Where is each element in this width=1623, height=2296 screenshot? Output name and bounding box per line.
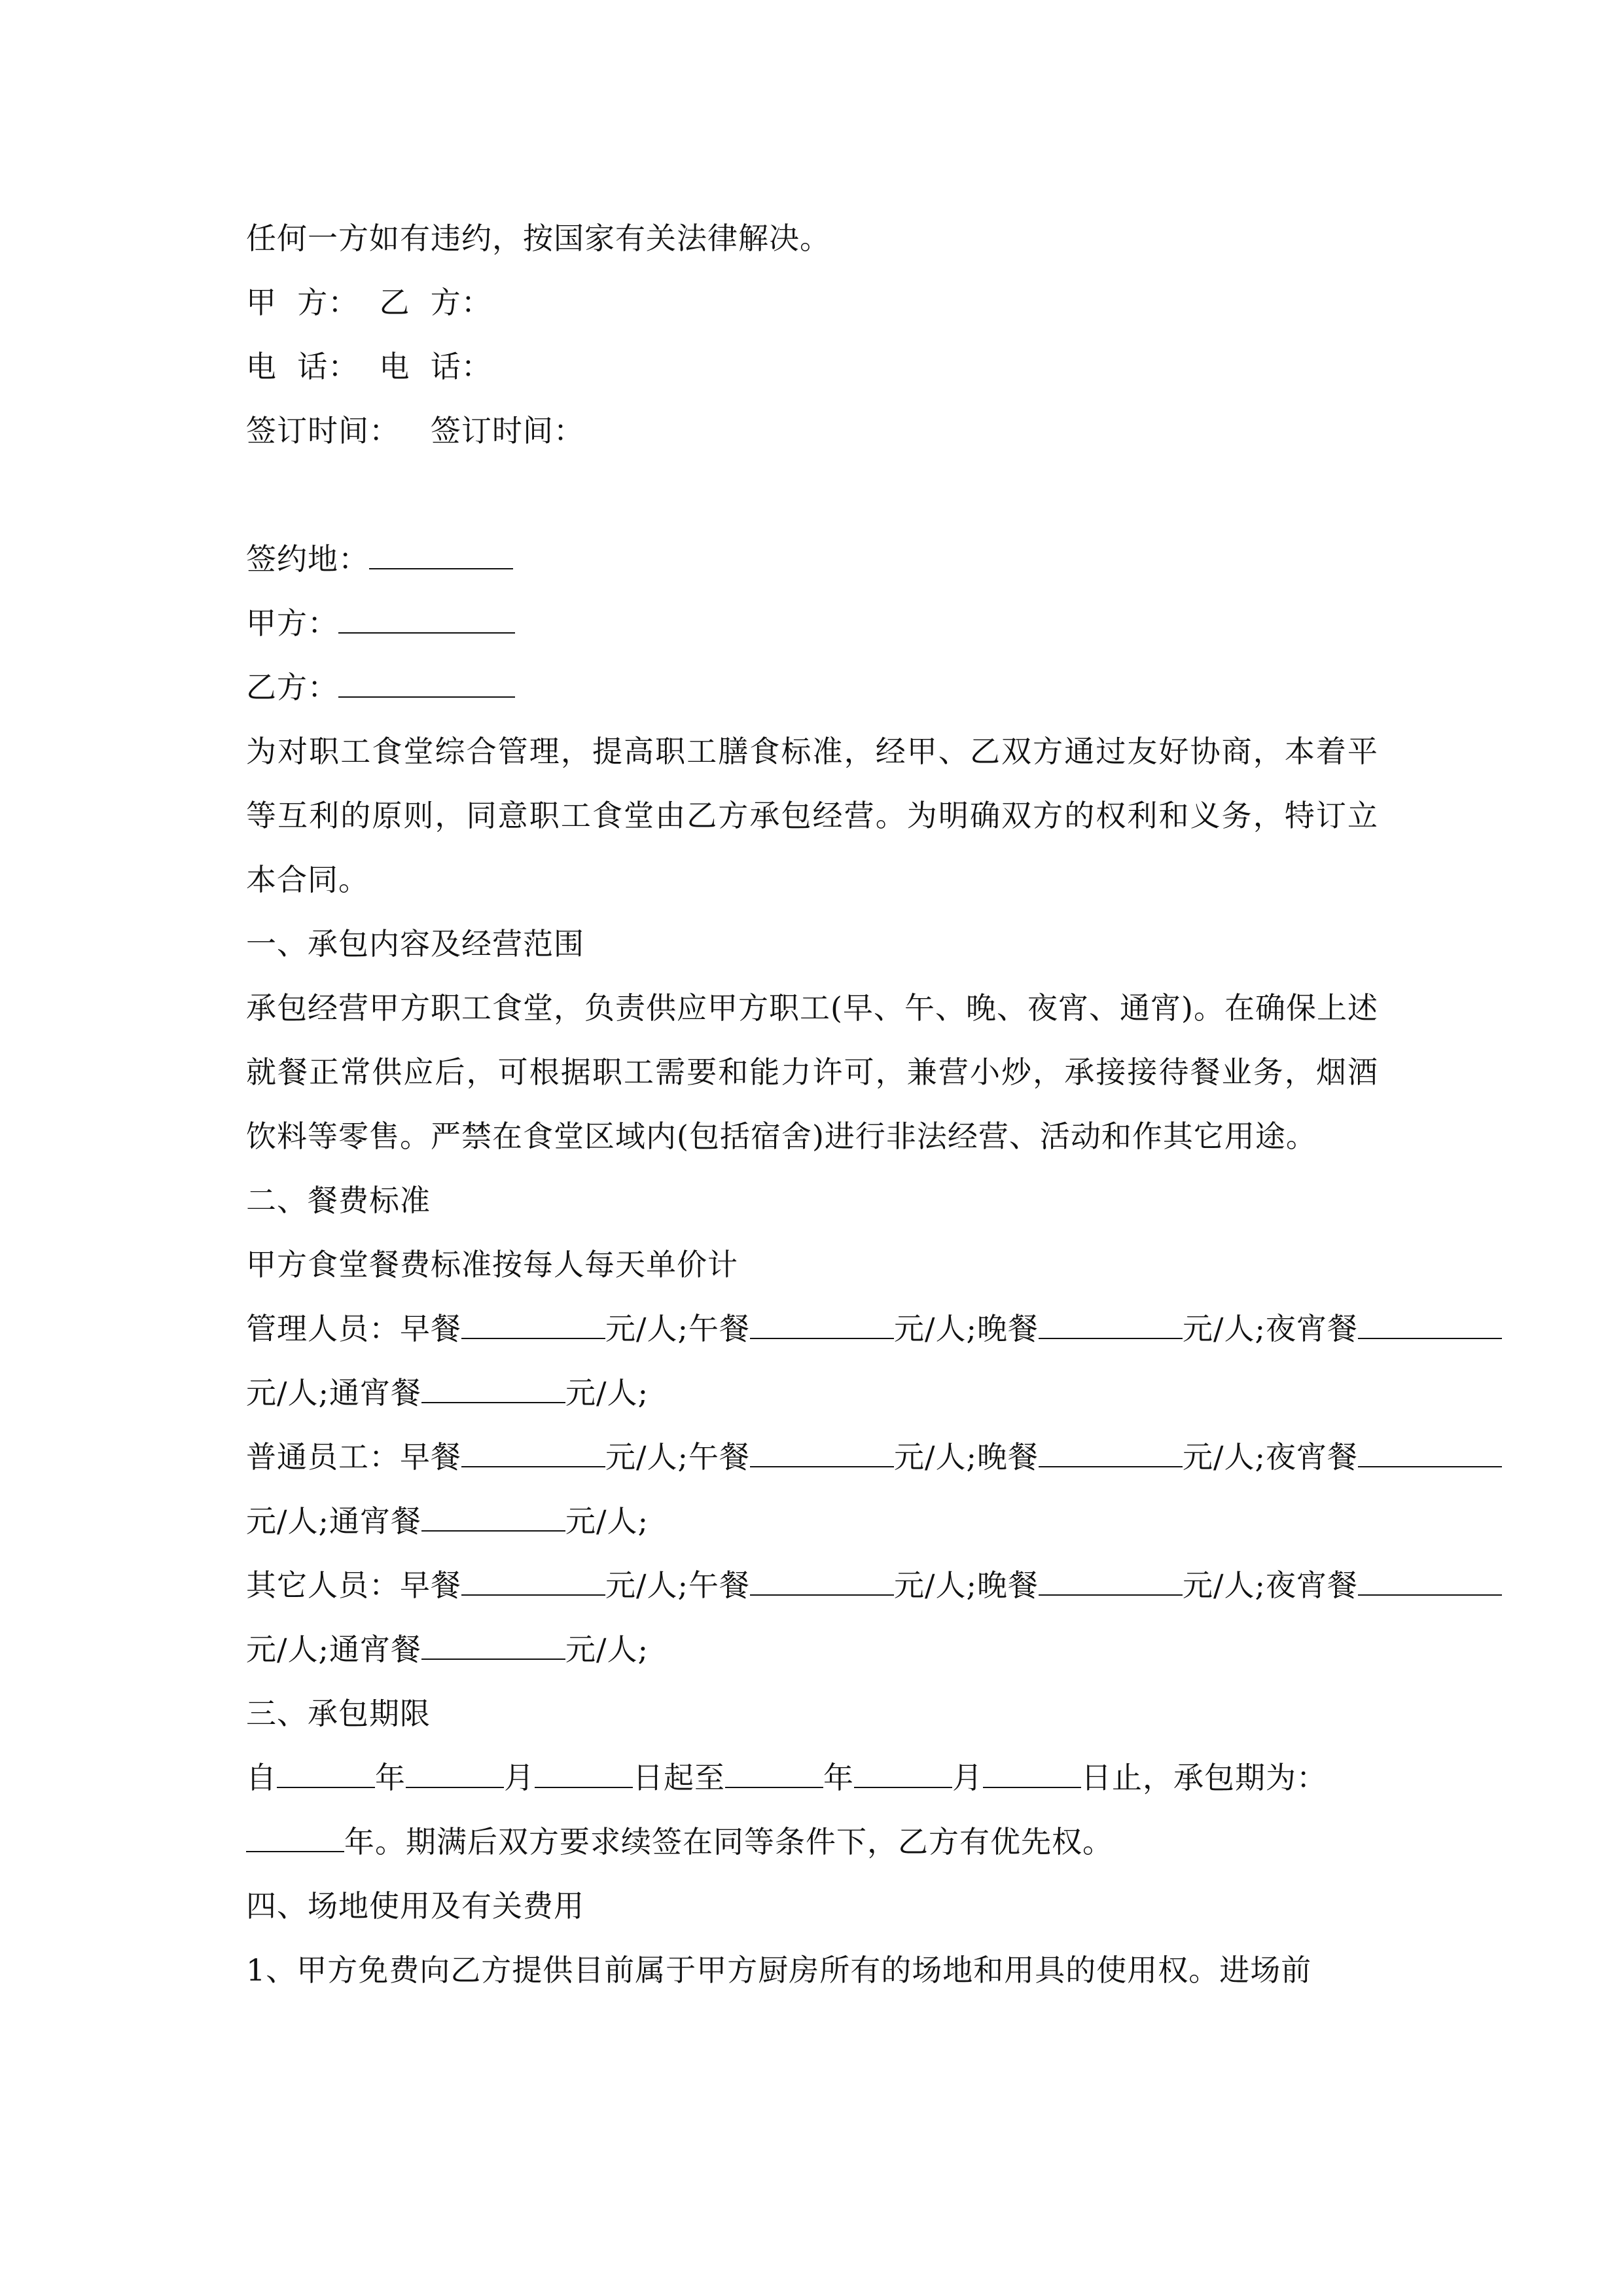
- spacer: [246, 463, 1378, 527]
- lunch-label: 元/人;午餐: [605, 1568, 750, 1603]
- year-label: 年: [823, 1760, 854, 1795]
- row-end-label: 元/人;: [565, 1375, 649, 1410]
- dinner-fee-blank[interactable]: [1039, 1555, 1183, 1596]
- section1-body: 承包经营甲方职工食堂，负责供应甲方职工(早、午、晚、夜宵、通宵)。在确保上述就餐正常供应后，可根据职工需要和能力许可，兼营小炒，承接接待餐业务，烟酒饮料等零售。严禁在食堂区域内(包括宿舍)进行非法经营、活动和作其它用途。: [246, 990, 1378, 1154]
- start-day-label: 日起至: [633, 1760, 725, 1795]
- section2-heading: 二、餐费标准: [246, 1183, 431, 1218]
- dinner-label: 元/人;晚餐: [894, 1439, 1039, 1475]
- start-day-blank[interactable]: [535, 1748, 633, 1788]
- party-b-line: [246, 655, 1378, 719]
- overnight-fee-blank[interactable]: [421, 1619, 565, 1660]
- lunch-fee-blank[interactable]: [750, 1299, 894, 1339]
- night-label: 元/人;夜宵餐: [1183, 1311, 1358, 1346]
- night-label: 元/人;夜宵餐: [1183, 1439, 1358, 1475]
- party-a-label: 甲方：: [246, 605, 338, 641]
- overnight-fee-blank[interactable]: [421, 1491, 565, 1532]
- end-month-blank[interactable]: [854, 1748, 952, 1788]
- party-signature-line: 甲 方： 乙 方：: [246, 285, 492, 320]
- year-label: 年: [375, 1760, 406, 1795]
- dinner-label: 元/人;晚餐: [894, 1311, 1039, 1346]
- lunch-label: 元/人;午餐: [605, 1311, 750, 1346]
- section3-heading: 三、承包期限: [246, 1696, 431, 1731]
- night-fee-blank[interactable]: [1358, 1427, 1502, 1467]
- party-b-label: 乙方：: [246, 670, 338, 705]
- fee-row: [246, 1425, 1378, 1553]
- from-label: 自: [246, 1760, 277, 1795]
- phone-line: 电 话： 电 话：: [246, 349, 492, 384]
- fee-row-label: 管理人员：早餐: [246, 1311, 461, 1346]
- section4-heading: 四、场地使用及有关费用: [246, 1888, 584, 1924]
- month-label: 月: [952, 1760, 983, 1795]
- fee-row: [246, 1297, 1378, 1425]
- preamble-paragraph: 为对职工食堂综合管理，提高职工膳食标准，经甲、乙双方通过友好协商，本着平等互利的原则，同意职工食堂由乙方承包经营。为明确双方的权利和义务，特订立本合同。: [246, 734, 1378, 897]
- start-month-blank[interactable]: [406, 1748, 504, 1788]
- signing-place-line: [246, 527, 1378, 591]
- lunch-fee-blank[interactable]: [750, 1555, 894, 1596]
- party-a-line: [246, 591, 1378, 655]
- overnight-fee-blank[interactable]: [421, 1363, 565, 1403]
- contract-term-line: [246, 1810, 1378, 1874]
- dinner-fee-blank[interactable]: [1039, 1299, 1183, 1339]
- night-fee-blank[interactable]: [1358, 1299, 1502, 1339]
- lunch-fee-blank[interactable]: [750, 1427, 894, 1467]
- month-label: 月: [504, 1760, 535, 1795]
- breach-clause: 任何一方如有违约，按国家有关法律解决。: [246, 221, 830, 256]
- section4-item1: 1、甲方免费向乙方提供目前属于甲方厨房所有的场地和用具的使用权。进场前: [246, 1952, 1312, 1988]
- document-body: [246, 206, 1378, 2002]
- breakfast-fee-blank[interactable]: [461, 1555, 605, 1596]
- row-end-label: 元/人;: [565, 1503, 649, 1539]
- party-b-blank[interactable]: [338, 657, 515, 698]
- signing-place-blank[interactable]: [369, 529, 513, 569]
- fee-row-label: 其它人员：早餐: [246, 1568, 461, 1603]
- fee-row: [246, 1553, 1378, 1681]
- fee-row-label: 普通员工：早餐: [246, 1439, 461, 1475]
- night-fee-blank[interactable]: [1358, 1555, 1502, 1596]
- breakfast-fee-blank[interactable]: [461, 1427, 605, 1467]
- breakfast-fee-blank[interactable]: [461, 1299, 605, 1339]
- end-year-blank[interactable]: [725, 1748, 823, 1788]
- night-label: 元/人;夜宵餐: [1183, 1568, 1358, 1603]
- signing-place-label: 签约地：: [246, 541, 369, 577]
- lunch-label: 元/人;午餐: [605, 1439, 750, 1475]
- row-end-label: 元/人;: [565, 1632, 649, 1667]
- dinner-label: 元/人;晚餐: [894, 1568, 1039, 1603]
- renewal-clause: 年。期满后双方要求续签在同等条件下，乙方有优先权。: [344, 1824, 1113, 1859]
- party-a-blank[interactable]: [338, 593, 515, 634]
- sign-time-line: 签订时间： 签订时间：: [246, 413, 584, 448]
- overnight-label: 元/人;通宵餐: [246, 1375, 421, 1410]
- term-years-blank[interactable]: [246, 1812, 344, 1852]
- end-day-label: 日止，承包期为：: [1081, 1760, 1327, 1795]
- start-year-blank[interactable]: [277, 1748, 375, 1788]
- dinner-fee-blank[interactable]: [1039, 1427, 1183, 1467]
- end-day-blank[interactable]: [983, 1748, 1081, 1788]
- section2-intro: 甲方食堂餐费标准按每人每天单价计: [246, 1247, 738, 1282]
- contract-period-line: [246, 1746, 1378, 1810]
- overnight-label: 元/人;通宵餐: [246, 1503, 421, 1539]
- overnight-label: 元/人;通宵餐: [246, 1632, 421, 1667]
- section1-heading: 一、承包内容及经营范围: [246, 926, 584, 961]
